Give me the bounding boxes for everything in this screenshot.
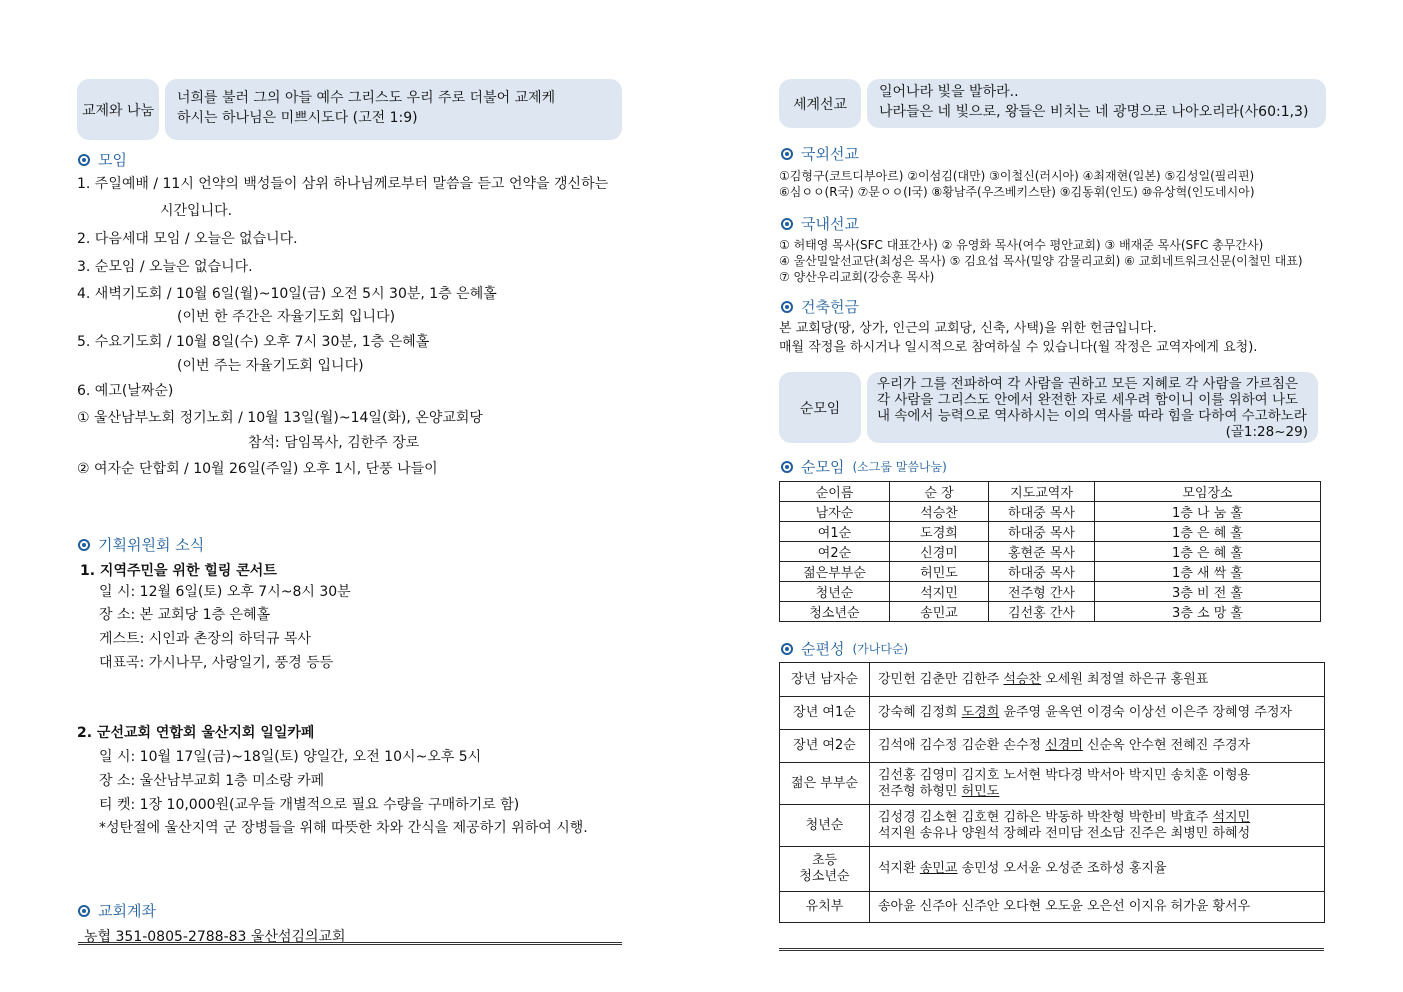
table-cell: 여2순 — [780, 542, 890, 562]
roster-members — [870, 663, 1325, 697]
foreign-title: 국외선교 — [801, 145, 859, 163]
roster-leader: 신경미 — [1045, 738, 1083, 753]
building-title: 건축헌금 — [801, 298, 859, 316]
roster-members — [870, 763, 1325, 805]
fellowship-verse-box — [165, 79, 622, 140]
building-heading — [781, 296, 859, 317]
cell-roster-heading — [781, 638, 908, 659]
mission-verse-box — [867, 79, 1326, 128]
table-cell: 여1순 — [780, 522, 890, 542]
table-cell: 청소년순 — [780, 602, 890, 622]
roster-group: 장년 남자순 — [780, 663, 870, 697]
table-cell: 하대중 목사 — [989, 522, 1095, 542]
domestic-heading — [781, 213, 859, 234]
roster-member-text: 윤주영 윤옥연 이경숙 이상선 이은주 장혜영 주정자 — [999, 705, 1292, 720]
gathering-item-4: 4. 새벽기도회 / 10월 6일(월)~10일(금) 오전 5시 30분, 1층 은혜홀 — [77, 286, 497, 302]
table-row — [780, 697, 1325, 730]
table-cell: 김선홍 간사 — [989, 602, 1095, 622]
cell-verse-line4: (골1:28~29) — [1225, 424, 1308, 440]
table-row — [780, 602, 1321, 622]
roster-leader: 허민도 — [961, 783, 1000, 799]
table-header: 순이름 — [780, 482, 890, 502]
account-text: 농협 351-0805-2788-83 울산섬김의교회 — [84, 929, 346, 945]
fellowship-verse-line2: 하시는 하나님은 미쁘시도다 (고전 1:9) — [177, 110, 418, 126]
domestic-line1: ① 허태영 목사(SFC 대표간사) ② 유영화 목사(여수 평안교회) ③ 배재준 목사(SFC 총무간사) — [779, 238, 1264, 252]
table-cell: 하대중 목사 — [989, 562, 1095, 582]
roster-group: 젊은 부부순 — [780, 763, 870, 805]
table-row — [780, 502, 1321, 522]
gathering-item-4-note: (이번 한 주간은 자율기도회 입니다) — [177, 309, 396, 325]
gathering-item-1-cont: 시간입니다. — [160, 203, 233, 219]
table-cell: 청년순 — [780, 582, 890, 602]
bullet-icon — [78, 905, 90, 917]
table-cell: 석지민 — [890, 582, 989, 602]
cell-groups-title: 순모임 — [801, 458, 845, 476]
cell-verse-box — [867, 372, 1318, 443]
gathering-item-6: 6. 예고(날짜순) — [77, 383, 174, 399]
bullet-icon — [781, 461, 793, 473]
roster-member-text: 김석애 김수정 김순환 손수정 — [878, 738, 1046, 753]
gathering-item-3: 3. 순모임 / 오늘은 없습니다. — [77, 259, 253, 275]
account-title: 교회계좌 — [98, 902, 156, 920]
bullet-icon — [781, 301, 793, 313]
table-header: 모임장소 — [1095, 482, 1321, 502]
table-row — [780, 582, 1321, 602]
roster-member-text: 전주형 하형민 — [878, 783, 962, 799]
table-header: 순 장 — [890, 482, 989, 502]
table-row — [780, 562, 1321, 582]
cell-roster-table — [779, 662, 1325, 923]
roster-leader: 도경희 — [961, 705, 1000, 720]
roster-leader: 석승찬 — [1003, 671, 1042, 687]
fellowship-verse-line1: 너희를 불러 그의 아들 예수 그리스도 우리 주로 더불어 교제케 — [177, 90, 556, 106]
bullet-icon — [78, 154, 90, 166]
roster-member-text: 신순옥 안수현 전혜진 주경자 — [1082, 738, 1251, 753]
roster-members — [870, 892, 1325, 923]
roster-group: 유치부 — [780, 892, 870, 923]
table-header-row — [780, 482, 1321, 502]
foreign-line2: ⑥심ㅇㅇ(R국) ⑦문ㅇㅇ(I국) ⑧황남주(우즈베키스탄) ⑨김동휘(인도) ⑩유상혁(인도네시아) — [779, 185, 1255, 199]
gathering-item-5-note: (이번 주는 자율기도회 입니다) — [177, 358, 364, 374]
fellowship-label-box — [77, 79, 159, 140]
table-cell: 신경미 — [890, 542, 989, 562]
roster-member-text: 송민성 오서윤 오성준 조하성 홍지율 — [957, 861, 1167, 876]
roster-leader: 송민교 — [919, 861, 958, 876]
roster-member-text: 김성경 김소현 김호현 김하은 박동하 박찬형 박한비 박효주 — [878, 809, 1213, 825]
roster-members — [870, 805, 1325, 847]
cafe-title: 2. 군선교회 연합회 울산지회 일일카페 — [77, 725, 315, 741]
table-header: 지도교역자 — [989, 482, 1095, 502]
cell-groups-table — [779, 481, 1321, 622]
table-row — [780, 663, 1325, 697]
concert-line: 일 시: 12월 6일(토) 오후 7시~8시 30분 — [99, 584, 351, 600]
roster-member-text: 석지환 — [878, 861, 920, 876]
roster-member-text: 강숙혜 김정희 — [878, 705, 962, 720]
table-cell: 송민교 — [890, 602, 989, 622]
roster-group: 장년 여1순 — [780, 697, 870, 730]
right-bottom-rule — [779, 948, 1324, 951]
cafe-line: *성탄절에 울산지역 군 장병들을 위해 따뜻한 차와 간식을 제공하기 위하여 시행. — [99, 820, 588, 836]
table-row — [780, 847, 1325, 892]
roster-group: 초등 청소년순 — [780, 847, 870, 892]
table-cell: 허민도 — [890, 562, 989, 582]
cafe-line: 장 소: 울산남부교회 1층 미소랑 카페 — [99, 773, 325, 789]
roster-members — [870, 847, 1325, 892]
cell-groups-heading — [781, 456, 947, 477]
gathering-item-2: 2. 다음세대 모임 / 오늘은 없습니다. — [77, 231, 298, 247]
cell-label: 순모임 — [799, 400, 841, 417]
roster-member-text: 김선홍 김영미 김지호 노서현 박다경 박서아 박지민 송치훈 이형용 — [878, 767, 1251, 783]
table-cell: 젊은부부순 — [780, 562, 890, 582]
mission-label-box — [779, 79, 861, 128]
roster-members — [870, 730, 1325, 763]
concert-line: 게스트: 시인과 촌장의 하덕규 목사 — [99, 631, 311, 647]
domestic-line3: ⑦ 양산우리교회(강승훈 목사) — [779, 270, 935, 284]
bullet-icon — [781, 643, 793, 655]
mission-verse-line1: 일어나라 빛을 발하라.. — [879, 84, 1019, 100]
cell-roster-title: 순편성 — [801, 640, 845, 658]
table-row — [780, 892, 1325, 923]
domestic-line2: ④ 울산밀알선교단(최성은 목사) ⑤ 김요섭 목사(밀양 감물리교회) ⑥ 교회네트워크신문(이철민 대표) — [779, 254, 1303, 268]
table-cell: 1층 나 눔 홀 — [1095, 502, 1321, 522]
roster-member-text: 오세원 최정열 하은규 홍원표 — [1041, 671, 1209, 687]
planning-heading — [78, 534, 204, 555]
account-heading — [78, 900, 156, 921]
table-cell: 홍현준 목사 — [989, 542, 1095, 562]
roster-group: 청년순 — [780, 805, 870, 847]
roster-member-text: 강민헌 김춘만 김한주 — [878, 671, 1004, 687]
mission-verse-line2: 나라들은 네 빛으로, 왕들은 비치는 네 광명으로 나아오리라(사60:1,3) — [879, 104, 1309, 120]
domestic-title: 국내선교 — [801, 215, 859, 233]
table-cell: 1층 새 싹 홀 — [1095, 562, 1321, 582]
table-row — [780, 805, 1325, 847]
concert-line: 대표곡: 가시나무, 사랑일기, 풍경 등등 — [99, 655, 334, 671]
table-row — [780, 730, 1325, 763]
cell-groups-subtitle: (소그룹 말씀나눔) — [852, 460, 947, 474]
roster-members — [870, 697, 1325, 730]
gathering-heading — [78, 149, 127, 170]
building-line1: 본 교회당(땅, 상가, 인근의 교회당, 신축, 사택)을 위한 헌금입니다. — [779, 321, 1157, 336]
building-line2: 매월 작정을 하시거나 일시적으로 참여하실 수 있습니다(월 작정은 교역자에게 요청). — [779, 340, 1258, 355]
planning-title: 기획위원회 소식 — [98, 536, 205, 554]
cell-verse-line2: 각 사람을 그리스도 안에서 완전한 자로 세우려 함이니 이를 위하여 나도 — [877, 392, 1299, 408]
table-cell: 3층 소 망 홀 — [1095, 602, 1321, 622]
bullet-icon — [78, 539, 90, 551]
table-cell: 1층 은 혜 홀 — [1095, 542, 1321, 562]
table-cell: 석승찬 — [890, 502, 989, 522]
table-row — [780, 522, 1321, 542]
table-row — [780, 542, 1321, 562]
bullet-icon — [781, 148, 793, 160]
cafe-line: 티 켓: 1장 10,000원(교우들 개별적으로 필요 수량을 구매하기로 함) — [99, 797, 520, 813]
gathering-title: 모임 — [98, 151, 127, 169]
concert-title: 1. 지역주민을 위한 힐링 콘서트 — [80, 563, 277, 579]
foreign-heading — [781, 143, 859, 164]
foreign-line1: ①김형구(코트디부아르) ②이섬김(대만) ③이철신(러시아) ④최재현(일본) ⑤김성일(필리핀) — [779, 169, 1255, 183]
table-cell: 하대중 목사 — [989, 502, 1095, 522]
roster-member-text: 송아윤 신주아 신주안 오다현 오도윤 오은선 이지유 허가윤 황서우 — [878, 899, 1251, 914]
table-cell: 남자순 — [780, 502, 890, 522]
cell-label-box — [779, 372, 861, 443]
table-cell: 도경희 — [890, 522, 989, 542]
bullet-icon — [781, 218, 793, 230]
cell-roster-subtitle: (가나다순) — [852, 642, 909, 656]
left-bottom-rule — [78, 942, 622, 945]
roster-group: 장년 여2순 — [780, 730, 870, 763]
cafe-line: 일 시: 10월 17일(금)~18일(토) 양일간, 오전 10시~오후 5시 — [99, 749, 482, 765]
table-cell: 전주형 간사 — [989, 582, 1095, 602]
table-cell: 1층 은 혜 홀 — [1095, 522, 1321, 542]
mission-label: 세계선교 — [792, 96, 848, 113]
gathering-item-5: 5. 수요기도회 / 10월 8일(수) 오후 7시 30분, 1층 은혜홀 — [77, 334, 430, 350]
fellowship-label: 교제와 나눔 — [81, 102, 155, 119]
gathering-item-6-2: ② 여자순 단합회 / 10월 26일(주일) 오후 1시, 단풍 나들이 — [77, 461, 438, 477]
table-cell: 3층 비 전 홀 — [1095, 582, 1321, 602]
table-row — [780, 763, 1325, 805]
gathering-item-1: 1. 주일예배 / 11시 언약의 백성들이 삼위 하나님께로부터 말씀을 듣고 언약을 갱신하는 — [77, 176, 609, 192]
cell-verse-line1: 우리가 그를 전파하여 각 사람을 권하고 모든 지혜로 각 사람을 가르침은 — [877, 376, 1299, 392]
gathering-item-6-1-note: 참석: 담임목사, 김한주 장로 — [248, 435, 420, 451]
roster-member-text: 석지원 송유나 양원석 장혜라 전미담 전소담 진주은 최병민 하혜성 — [878, 825, 1251, 841]
roster-leader: 석지민 — [1212, 809, 1251, 825]
concert-line: 장 소: 본 교회당 1층 은혜홀 — [99, 607, 271, 623]
cell-verse-line3: 내 속에서 능력으로 역사하시는 이의 역사를 따라 힘을 다하여 수고하노라 — [877, 408, 1307, 424]
gathering-item-6-1: ① 울산남부노회 정기노회 / 10월 13일(월)~14일(화), 온양교회당 — [77, 410, 483, 426]
